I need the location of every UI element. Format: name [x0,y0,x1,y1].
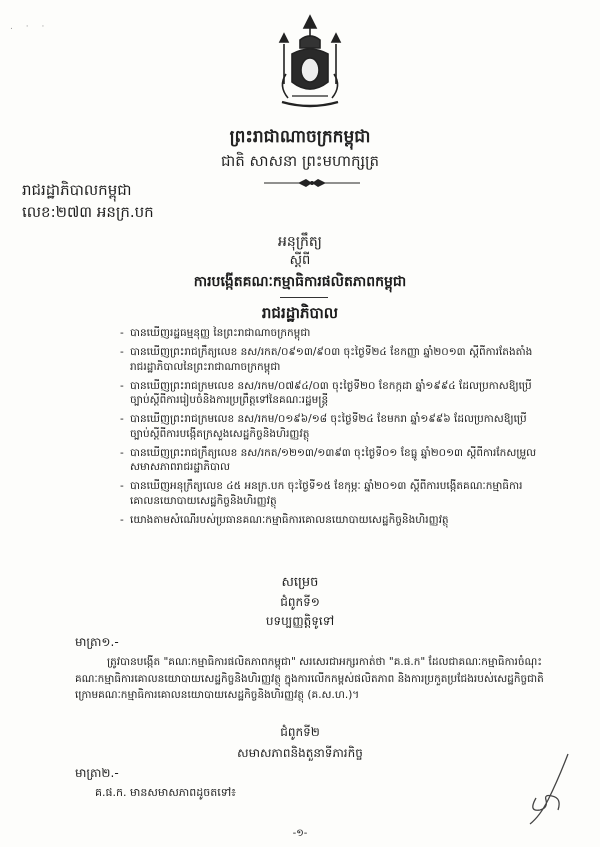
chapter-1-heading: ជំពូកទី១ [280,595,320,609]
title-underline [280,297,328,298]
government-label: រាជរដ្ឋាភិបាលកម្ពុជា [22,181,132,199]
clause-item: - បានឃើញព្រះរាជក្រឹត្យលេខ នស/រកត/១២១៣/១៣៩៣ ចុះថ្ងៃទី០១ ខែធ្នូ ឆ្នាំ២០១៣ ស្តីពីការកែសម្រួលសមាសភាពរាជរដ្ឋាភិបាល [120,446,540,475]
clause-item: - យោងតាមសំណើរបស់ប្រធានគណៈកម្មាធិការគោលនយោបាយសេដ្ឋកិច្ចនិងហិរញ្ញវត្ថុ [120,513,540,528]
decision-heading: សម្រេច [281,575,319,590]
preamble-clauses [120,326,540,532]
document-title: ការបង្កើតគណៈកម្មាធិការផលិតភាពកម្ពុជា [193,274,407,290]
kingdom-heading: ព្រះរាជាណាចក្រកម្ពុជា [229,127,371,147]
page-number: -១- [292,828,308,839]
clause-item: - បានឃើញព្រះរាជក្រមលេខ នស/រកម/០៧៩៤/០៣ ចុះថ្ងៃទី២០ ខែកក្កដា ឆ្នាំ១៩៩៤ ដែលប្រកាសឱ្យប្រើច្បាប់ស្តីពីការរៀបចំនិងការប្រព្រឹត្តទៅនៃគណៈរដ្ឋមន្ត្រី [120,379,540,408]
initial-signature [518,750,578,830]
chapter-2-title: សមាសភាពនិងតួនាទីភារកិច្ច [237,746,363,760]
article-2-text: គ.ផ.ក. មានសមាសភាពដូចតទៅ៖ [95,786,237,799]
chapter-2-heading: ជំពូកទី២ [280,725,320,739]
national-motto: ជាតិ សាសនា ព្រះមហាក្សត្រ [220,152,380,170]
document-about: ស្តីពី [289,253,311,268]
article-1-heading: មាត្រា១.- [75,635,119,649]
clause-item: - បានឃើញរដ្ឋធម្មនុញ្ញ នៃព្រះរាជាណាចក្រកម្ពុជា [120,326,540,341]
article-1-text: ត្រូវបានបង្កើត "គណៈកម្មាធិការផលិតភាពកម្ពុជា" សរសេរជាអក្សរកាត់ថា "គ.ផ.ក" ដែលជាគណៈកម្មាធិការចំណុះគណៈកម្មាធិការគោលនយោបាយសេដ្ឋកិច្ចនិងហិរញ្ញវត្ថុ ក្នុងការលើកកម្ពស់ផលិតភាព និងការប្រកួតប្រជែងរបស់សេដ្ឋកិច្ចជាតិ ក្រោមគណៈកម្មាធិការគោលនយោបាយសេដ្ឋកិច្ចនិងហិរញ្ញវត្ថុ (គ.ស.ហ.)។ [75,656,544,701]
clause-item: - បានឃើញព្រះរាជក្រមលេខ នស/រកម/០១៩៦/១៨ ចុះថ្ងៃទី២៤ ខែមករា ឆ្នាំ១៩៩៦ ដែលប្រកាសឱ្យប្រើច្បាប់ស្តីពីការបង្កើតក្រសួងសេដ្ឋកិច្ចនិងហិរញ្ញវត្ថុ [120,412,540,441]
clause-item: - បានឃើញអនុក្រឹត្យលេខ ៤៥ អនក្រ.បក ចុះថ្ងៃទី១៥ ខែកុម្ភៈ ឆ្នាំ២០១៣ ស្តីពីការបង្កើតគណៈកម្មាធិការគោលនយោបាយសេដ្ឋកិច្ចនិងហិរញ្ញវត្ថុ [120,479,540,508]
chapter-1-title: បទប្បញ្ញត្តិទូទៅ [265,614,335,628]
document-type: អនុក្រឹត្យ [278,234,322,250]
scan-marks: . · · [10,22,50,32]
issuer-heading: រាជរដ្ឋាភិបាល [261,304,339,322]
article-2-heading: មាត្រា២.- [75,766,119,780]
ornamental-divider [262,178,362,188]
document-number: លេខ:២៧៣ អនក្រ.បក [22,203,154,221]
royal-arms-emblem [270,14,350,114]
clause-item: - បានឃើញព្រះរាជក្រឹត្យលេខ នស/រកត/០៩១៣/៩០៣ ចុះថ្ងៃទី២៤ ខែកញ្ញា ឆ្នាំ២០១៣ ស្តីពីការតែងតាំងរាជរដ្ឋាភិបាលនៃព្រះរាជាណាចក្រកម្ពុជា [120,345,540,374]
